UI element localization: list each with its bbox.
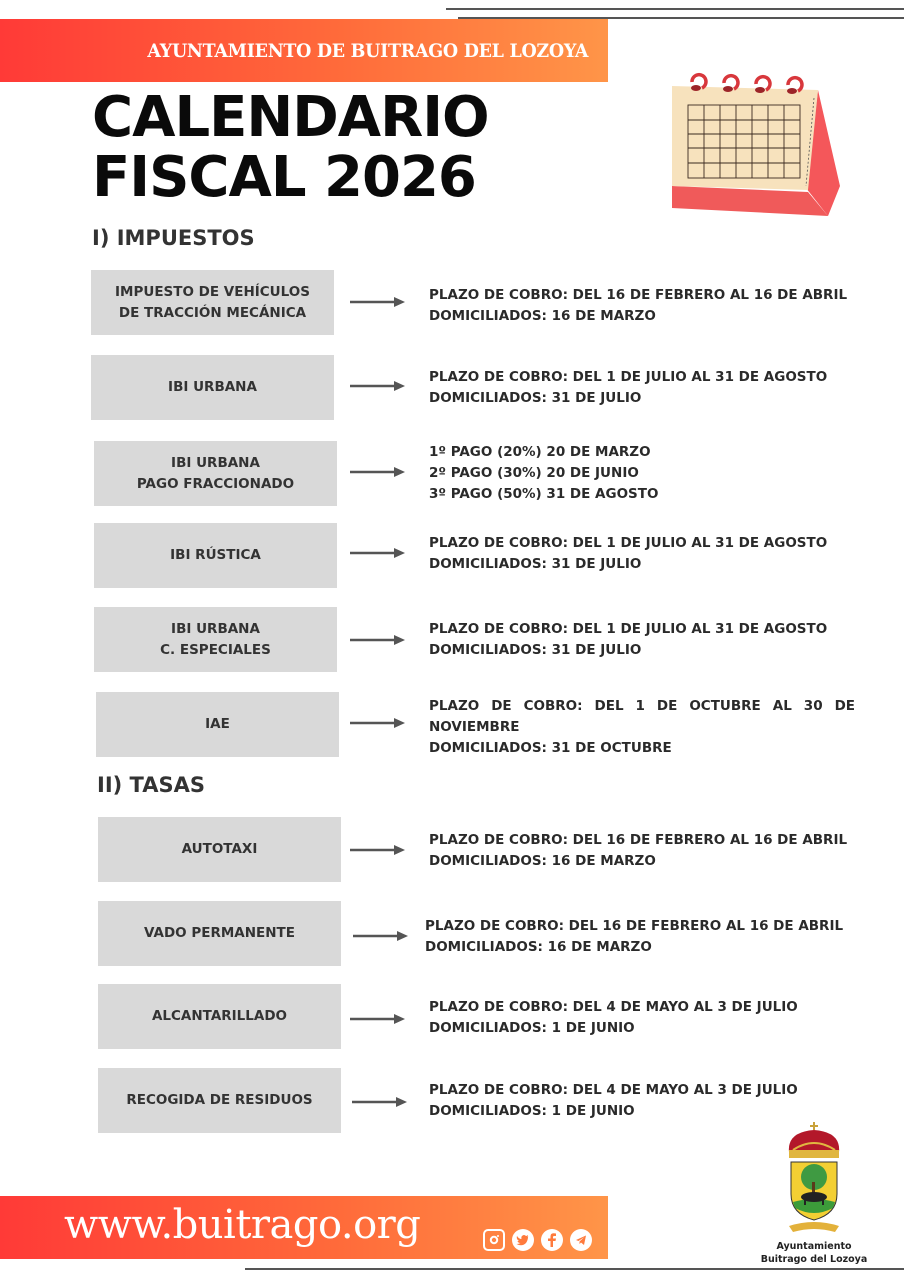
desk-calendar-icon [668,68,843,220]
fee-name-line: AUTOTAXI [181,841,258,857]
detail-line: DOMICILIADOS: 16 DE MARZO [429,853,656,869]
arrow-right-icon [353,930,409,942]
tax-name-line: C. ESPECIALES [160,641,271,658]
fee-box-alcantarillado [98,984,341,1049]
detail-line: DOMICILIADOS: 31 DE JULIO [429,642,642,658]
detail-line: PLAZO DE COBRO: DEL 1 DE JULIO AL 31 DE AGOSTO [429,535,828,551]
top-divider-line [446,8,904,10]
detail-line: DOMICILIADOS: 31 DE JULIO [429,556,642,572]
detail-line: DOMICILIADOS: 16 DE MARZO [425,939,652,955]
website-link[interactable]: www.buitrago.org [64,1202,421,1248]
tax-box-ibi-especiales [94,607,337,672]
municipal-crest-icon [783,1122,845,1240]
detail-line: 2º PAGO (30%) 20 DE JUNIO [429,465,639,481]
fee-box-residuos [98,1068,341,1133]
tax-box-ibi-rustica [94,523,337,588]
fee-details-alcantarillado [429,997,798,1039]
fee-name-line: RECOGIDA DE RESIDUOS [126,1092,313,1108]
detail-line: PLAZO DE COBRO: DEL 1 DE OCTUBRE AL 30 DE NOVIEMBRE [429,698,855,735]
detail-line: PLAZO DE COBRO: DEL 4 DE MAYO AL 3 DE JULIO [429,999,798,1015]
fee-box-vado [98,901,341,966]
title-line-2: FISCAL 2026 [92,145,476,210]
tax-name-line: IBI URBANA [171,454,260,471]
social-icons [483,1229,592,1251]
twitter-icon[interactable] [512,1229,534,1251]
arrow-right-icon [350,717,406,729]
detail-line: PLAZO DE COBRO: DEL 16 DE FEBRERO AL 16 DE ABRIL [429,832,848,848]
detail-line: PLAZO DE COBRO: DEL 16 DE FEBRERO AL 16 DE ABRIL [425,918,844,934]
crest-caption-line: Buitrago del Lozoya [760,1254,868,1265]
section-heading-tasas: II) TASAS [97,773,205,797]
tax-box-ibi-fraccionado [94,441,337,506]
fee-box-autotaxi [98,817,341,882]
crest-caption [752,1240,876,1266]
tax-box-ivtm [91,270,334,335]
fee-name-line: VADO PERMANENTE [143,925,295,941]
fee-details-vado [425,916,843,958]
detail-line: PLAZO DE COBRO: DEL 1 DE JULIO AL 31 DE AGOSTO [429,621,828,637]
tax-name-line: IAE [205,716,230,732]
tax-name-line: IBI URBANA [168,379,257,395]
facebook-icon[interactable] [541,1229,563,1251]
section-heading-impuestos: I) IMPUESTOS [92,226,255,250]
detail-line: DOMICILIADOS: 16 DE MARZO [429,308,656,324]
telegram-icon[interactable] [570,1229,592,1251]
tax-details-ivtm [429,285,847,327]
detail-line: PLAZO DE COBRO: DEL 4 DE MAYO AL 3 DE JULIO [429,1082,798,1098]
tax-details-iae [429,696,855,759]
detail-line: PLAZO DE COBRO: DEL 1 DE JULIO AL 31 DE AGOSTO [429,369,828,385]
detail-line: DOMICILIADOS: 1 DE JUNIO [429,1103,635,1119]
tax-name-line: IBI URBANA [171,620,260,637]
detail-line: PLAZO DE COBRO: DEL 16 DE FEBRERO AL 16 DE ABRIL [429,287,848,303]
arrow-right-icon [350,1013,406,1025]
fee-name-line: ALCANTARILLADO [151,1008,288,1024]
tax-details-ibi-rustica [429,533,827,575]
arrow-right-icon [350,380,406,392]
tax-details-ibi-urbana [429,367,827,409]
detail-line: DOMICILIADOS: 1 DE JUNIO [429,1020,635,1036]
header-banner [0,19,608,82]
tax-name-line: DE TRACCIÓN MECÁNICA [118,304,307,321]
bottom-divider-line [245,1268,904,1270]
arrow-right-icon [350,547,406,559]
arrow-right-icon [350,296,406,308]
tax-box-iae [96,692,339,757]
crest-caption-line: Ayuntamiento [776,1241,852,1252]
arrow-right-icon [352,1096,408,1108]
detail-line: 1º PAGO (20%) 20 DE MARZO [429,444,651,460]
tax-details-ibi-especiales [429,619,827,661]
tax-box-ibi-urbana [91,355,334,420]
tax-name-line: PAGO FRACCIONADO [136,475,295,492]
organization-name: AYUNTAMIENTO DE BUITRAGO DEL LOZOYA [147,39,588,62]
detail-line: DOMICILIADOS: 31 DE OCTUBRE [429,740,672,756]
tax-name-line: IBI RÚSTICA [170,547,261,563]
arrow-right-icon [350,634,406,646]
detail-line: DOMICILIADOS: 31 DE JULIO [429,390,642,406]
fee-details-residuos [429,1080,798,1122]
page-title [92,85,489,210]
title-line-1: CALENDARIO [92,85,489,150]
instagram-icon[interactable] [483,1229,505,1251]
tax-details-ibi-fraccionado [429,442,658,505]
detail-line: 3º PAGO (50%) 31 DE AGOSTO [429,486,659,502]
arrow-right-icon [350,466,406,478]
tax-name-line: IMPUESTO DE VEHÍCULOS [115,283,310,300]
fee-details-autotaxi [429,830,847,872]
arrow-right-icon [350,844,406,856]
